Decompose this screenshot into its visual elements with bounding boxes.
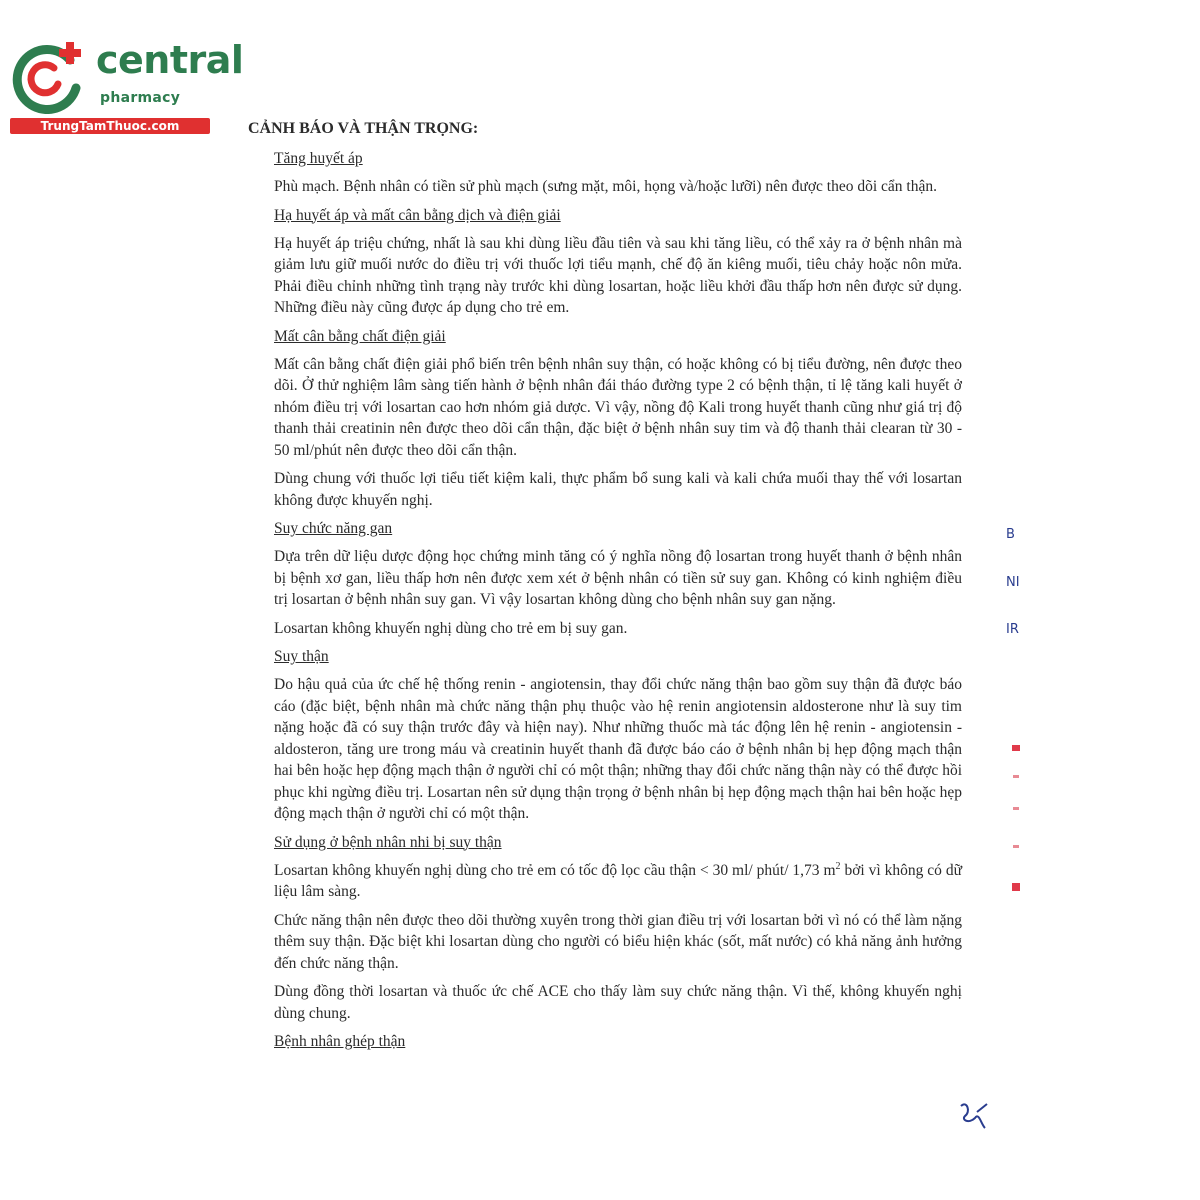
paragraph: Mất cân bằng chất điện giải phổ biến trên bệnh nhân suy thận, có hoặc không có bị tiểu đường, nên được theo dõi. Ở thử nghiệm lâm sàng tiến hành ở bệnh nhân đái tháo đường type 2 có bệnh thận, tỉ lệ tăng kali huyết ở nhóm điều trị với losartan cao hơn nhóm giả dược. Vì vậy, nồng độ Kali trong huyết thanh cũng như giá trị độ thanh thải creatinin nên được theo dõi cẩn thận, đặc biệt ở bệnh nhân suy tim và độ thanh thải clearan từ 30 - 50 ml/phút nên được theo dõi cẩn thận. xyxy=(274,355,962,459)
logo-subtitle: pharmacy xyxy=(100,90,181,106)
page-title: CẢNH BÁO VÀ THẬN TRỌNG: xyxy=(248,120,479,137)
margin-stamp-text: IR xyxy=(1006,622,1019,637)
section-pediatric-renal xyxy=(274,832,962,1025)
paragraph: Phù mạch. Bệnh nhân có tiền sử phù mạch (sưng mặt, môi, họng và/hoặc lưỡi) nên được theo dõi cẩn thận. xyxy=(274,178,937,195)
section-heading: Suy chức năng gan xyxy=(274,520,393,537)
section-electrolyte xyxy=(274,326,962,512)
paragraph-text: bởi vì không có dữ liệu lâm sàng. xyxy=(274,861,962,900)
paragraph: Dùng đồng thời losartan và thuốc ức chế ACE cho thấy làm suy chức năng thận. Vì thế, không khuyến nghị dùng chung. xyxy=(274,983,962,1022)
central-pharmacy-logo-icon xyxy=(10,38,86,114)
paragraph: Dùng chung với thuốc lợi tiểu tiết kiệm kali, thực phẩm bổ sung kali và kali chứa muối thay thế với losartan không được khuyến nghị. xyxy=(274,470,962,509)
section-heading: Suy thận xyxy=(274,648,329,665)
paragraph: Do hậu quả của ức chế hệ thống renin - angiotensin, thay đổi chức năng thận bao gồm suy thận đã được báo cáo (đặc biệt, bệnh nhân mà chức năng thận phụ thuộc vào hệ renin angiotensin aldosterone như là suy tim nặng hoặc đã có suy thận trước đây và hiện nay). Như những thuốc mà tác động lên hệ renin - angiotensin - aldosteron, tăng ure trong máu và creatinin huyết thanh đã được báo cáo ở bệnh nhân bị hẹp động mạch thận hai bên hoặc hẹp động mạch thận ở người chỉ có một thận; những thay đổi chức năng thận này có thể được hồi phục khi ngừng điều trị. Losartan nên sử dụng thận trọng ở bệnh nhân bị hẹp động mạch thận hai bên hoặc hẹp động mạch thận ở người chỉ có một thận. xyxy=(274,676,962,822)
paragraph xyxy=(274,860,962,903)
red-stamp-edge xyxy=(1010,745,1022,895)
section-heading: Sử dụng ở bệnh nhân nhi bị suy thận xyxy=(274,833,502,851)
section-heading: Hạ huyết áp và mất cân bằng dịch và điện giải xyxy=(274,206,561,224)
section-heading: Bệnh nhân ghép thận xyxy=(274,1033,406,1050)
superscript: 2 xyxy=(835,860,841,872)
logo-name: central xyxy=(96,38,244,82)
margin-stamp-text: B xyxy=(1006,527,1015,542)
signature-mark xyxy=(955,1098,991,1132)
section-hypotension xyxy=(274,205,962,319)
paragraph: Hạ huyết áp triệu chứng, nhất là sau khi dùng liều đầu tiên và sau khi tăng liều, có thể xảy ra ở bệnh nhân mà giảm lưu giữ muối nước do điều trị với thuốc lợi tiểu mạnh, chế độ ăn kiêng muối, tiêu chảy hoặc nôn mửa. Phải điều chỉnh những tình trạng này trước khi dùng losartan, hoặc liều khởi đầu thấp hơn nên được sử dụng. Những điều này cũng được áp dụng cho trẻ em. xyxy=(274,234,962,316)
section-hepatic xyxy=(274,518,962,639)
paragraph: Dựa trên dữ liệu dược động học chứng minh tăng có ý nghĩa nồng độ losartan trong huyết thanh ở bệnh nhân bị bệnh xơ gan, liều thấp hơn nên được xem xét ở bệnh nhân có tiền sử suy gan. Không có kinh nghiệm điều trị losartan ở bệnh nhân suy gan. Vì vậy losartan không dùng cho bệnh nhân suy gan nặng. xyxy=(274,548,962,608)
paragraph: Chức năng thận nên được theo dõi thường xuyên trong thời gian điều trị với losartan bởi vì nó có thể làm nặng thêm suy thận. Đặc biệt khi losartan dùng cho người có biểu hiện khác (sốt, mất nước) có khả năng ảnh hưởng đến chức năng thận. xyxy=(274,911,962,972)
margin-stamp-text: NI xyxy=(1006,575,1020,590)
paragraph-text: Losartan không khuyến nghị dùng cho trẻ em có tốc độ lọc cầu thận < 30 ml/ phút/ 1,73 m xyxy=(274,861,836,879)
section-renal xyxy=(274,646,962,825)
section-transplant xyxy=(274,1031,962,1052)
document-page xyxy=(248,118,962,1059)
section-heading: Mất cân bằng chất điện giải xyxy=(274,327,446,345)
central-pharmacy-logo xyxy=(10,38,244,138)
section-heading: Tăng huyết áp xyxy=(274,150,363,167)
logo-url: TrungTamThuoc.com xyxy=(10,118,210,134)
section-hypertension xyxy=(274,148,962,198)
paragraph: Losartan không khuyến nghị dùng cho trẻ em bị suy gan. xyxy=(274,619,628,637)
